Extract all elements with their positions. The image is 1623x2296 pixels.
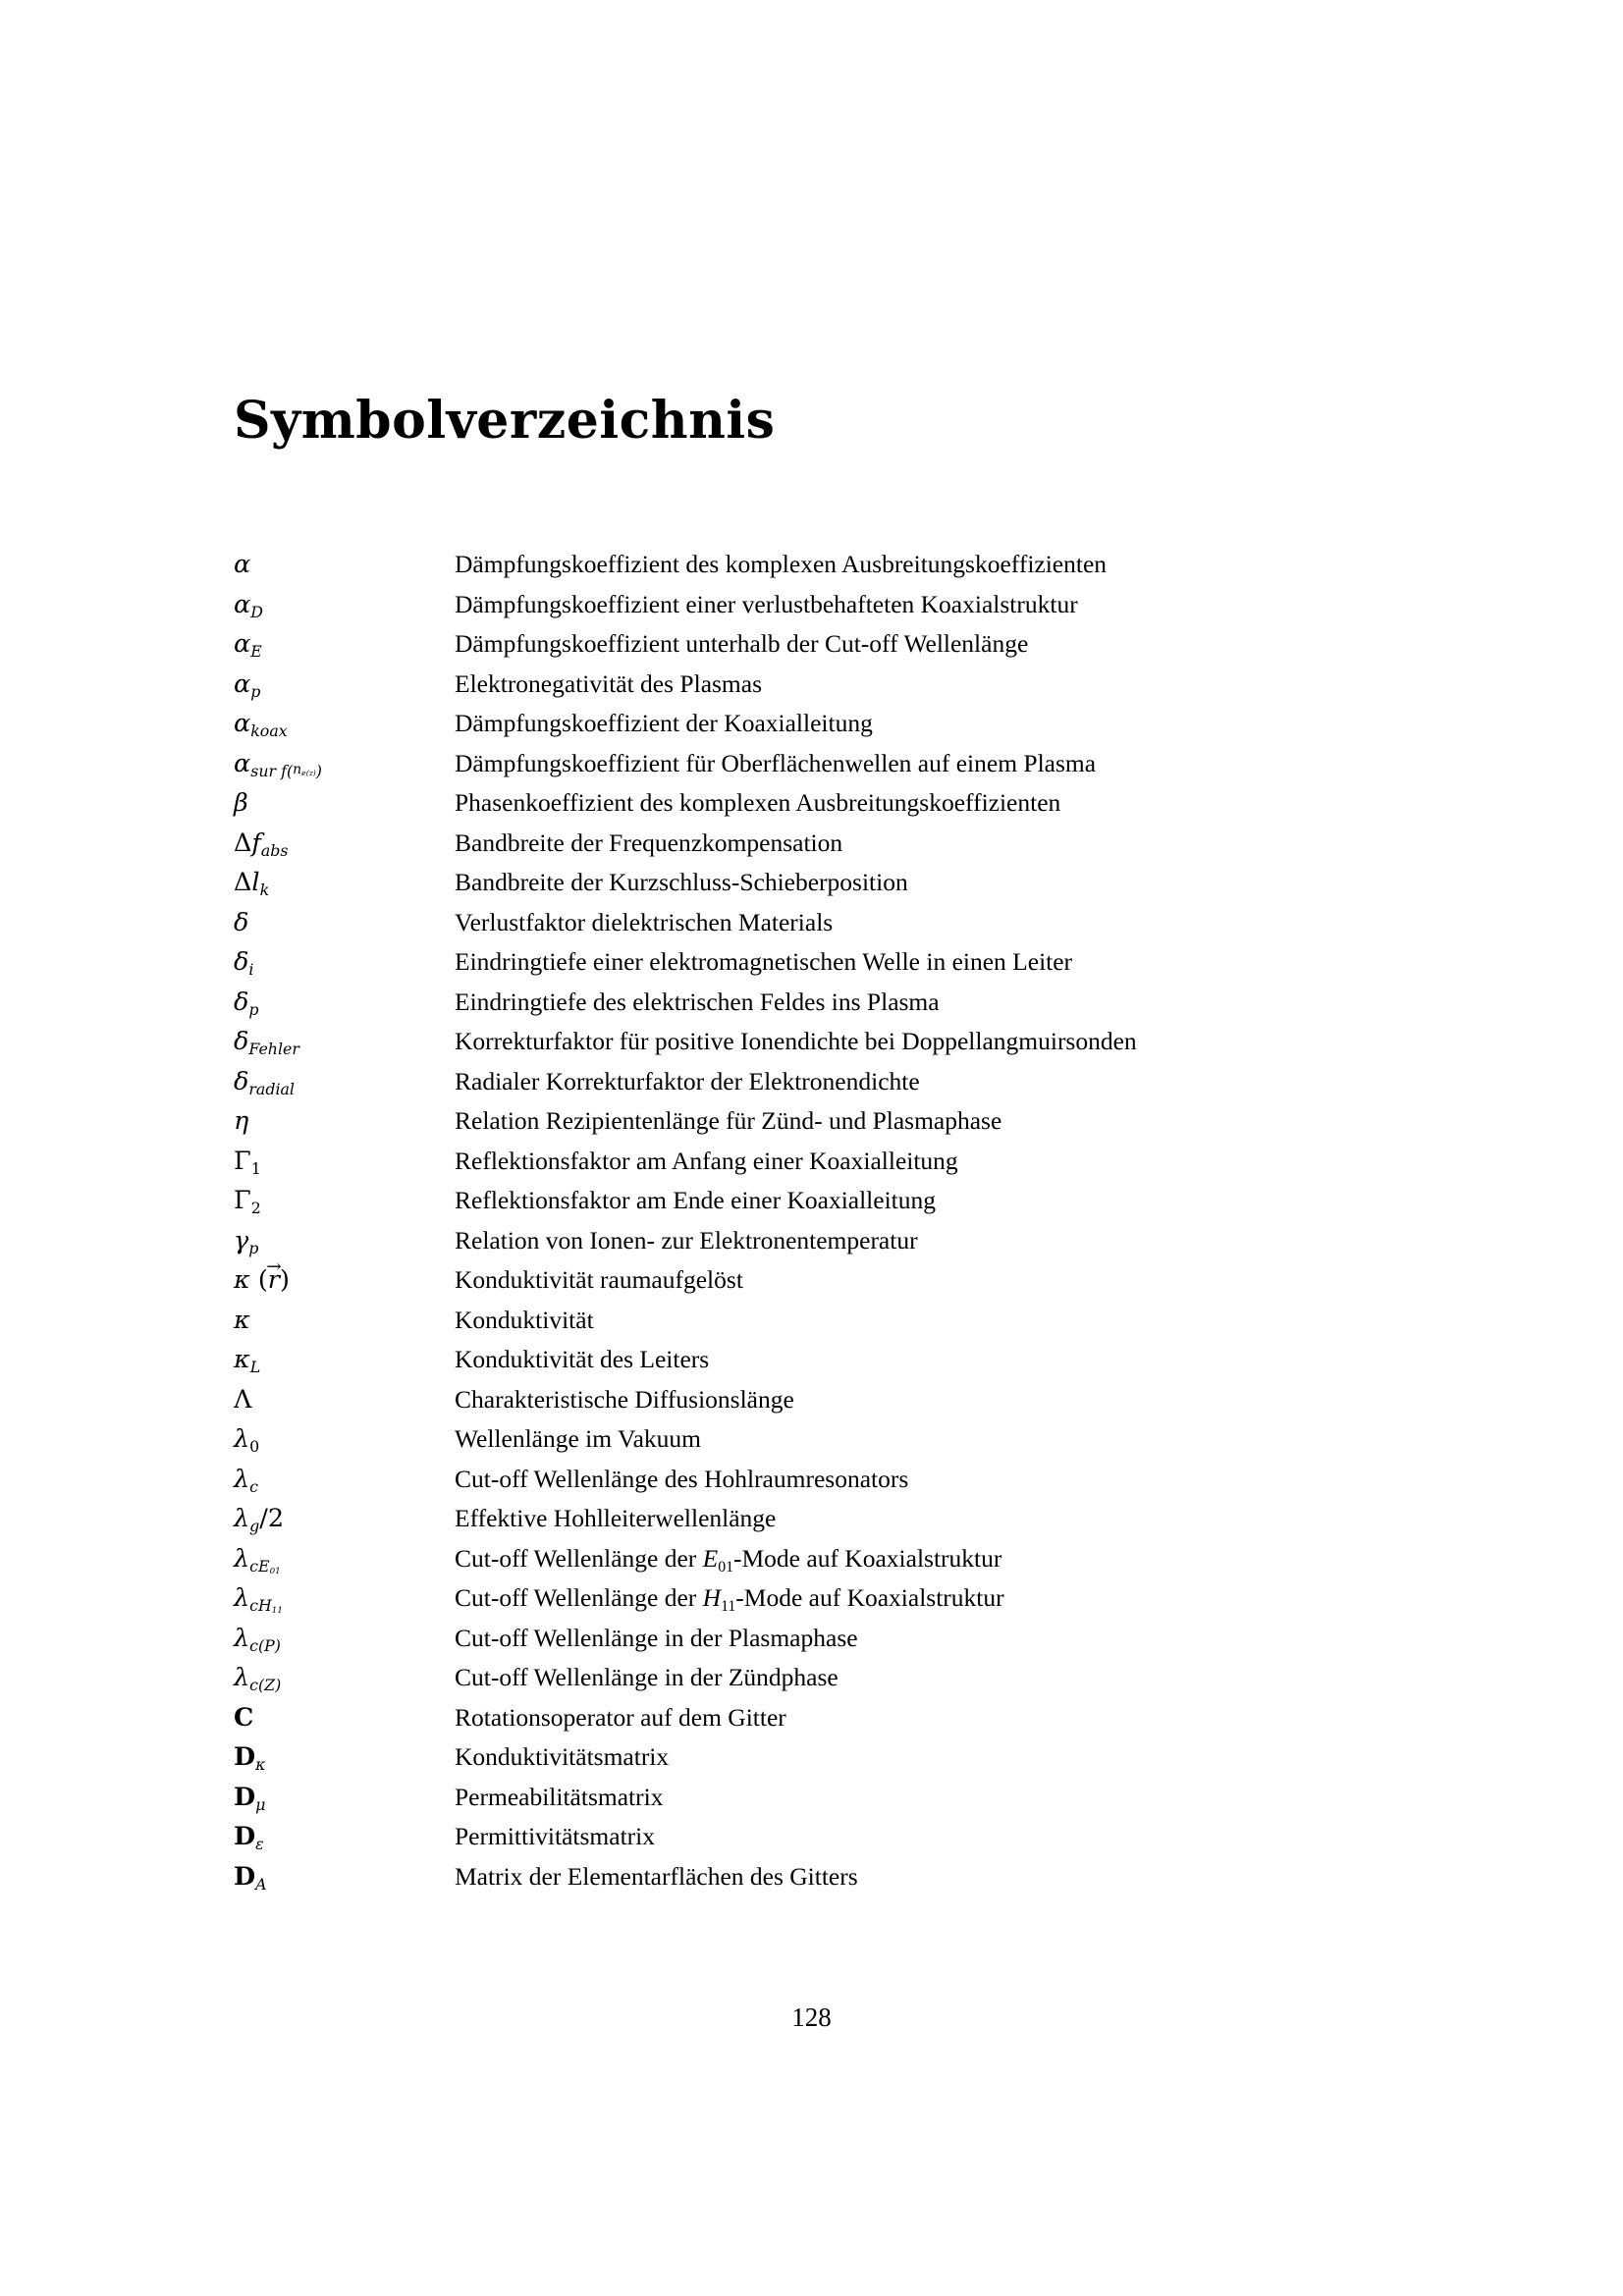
description-cell: Reflektionsfaktor am Ende einer Koaxialleitung bbox=[455, 1186, 937, 1215]
symbol-cell: $\lambda_{cE01}$ bbox=[234, 1543, 281, 1576]
table-row bbox=[234, 1619, 1451, 1659]
symbol-cell: $\alpha_{sur f(ne(z))}$ bbox=[234, 748, 322, 780]
table-row bbox=[234, 1380, 1451, 1420]
table-row bbox=[234, 1578, 1451, 1619]
symbol-cell: $\delta_{radial}$ bbox=[234, 1066, 295, 1098]
symbol-cell: $\gamma_p$ bbox=[234, 1225, 259, 1257]
symbol-cell: $\Delta l_k$ bbox=[234, 868, 270, 900]
table-row bbox=[234, 665, 1451, 705]
description-cell: Charakteristische Diffusionslänge bbox=[455, 1384, 794, 1414]
table-row bbox=[234, 1101, 1451, 1142]
table-row bbox=[234, 1260, 1451, 1301]
description-cell: Elektronegativität des Plasmas bbox=[455, 668, 763, 698]
page-number: 128 bbox=[791, 2002, 832, 2032]
description-cell: Cut-off Wellenlänge des Hohlraumresonators bbox=[455, 1464, 909, 1493]
table-row bbox=[234, 1658, 1451, 1698]
description-cell: Korrekturfaktor für positive Ionendichte bei Doppellangmuirsonden bbox=[455, 1027, 1137, 1056]
table-row bbox=[234, 1340, 1451, 1380]
symbol-cell: $\Delta f_{abs}$ bbox=[234, 828, 289, 860]
table-row bbox=[234, 1778, 1451, 1818]
description-cell: Eindringtiefe des elektrischen Feldes ins Plasma bbox=[455, 987, 940, 1016]
symbol-cell: $D_A$ bbox=[234, 1861, 267, 1894]
symbol-cell: η bbox=[234, 1106, 249, 1137]
description-cell: Cut-off Wellenlänge der $E_{01}$-Mode auf Koaxialstruktur bbox=[455, 1543, 1002, 1575]
symbol-cell: Λ bbox=[234, 1384, 252, 1415]
description-cell: Rotationsoperator auf dem Gitter bbox=[455, 1702, 786, 1732]
description-cell: Relation von Ionen- zur Elektronentemperatur bbox=[455, 1225, 918, 1255]
table-row bbox=[234, 942, 1451, 983]
symbol-cell: C bbox=[234, 1702, 254, 1733]
table-row bbox=[234, 1221, 1451, 1261]
description-cell: Dämpfungskoeffizient für Oberflächenwellen auf einem Plasma bbox=[455, 748, 1097, 777]
table-row bbox=[234, 1857, 1451, 1897]
description-cell: Dämpfungskoeffizient der Koaxialleitung bbox=[455, 709, 873, 738]
symbol-cell: $\Gamma_1$ bbox=[234, 1146, 261, 1178]
symbol-cell: $\lambda_0$ bbox=[234, 1424, 260, 1457]
page-content bbox=[234, 393, 1451, 1896]
symbol-cell: κ (r →) bbox=[234, 1260, 455, 1301]
table-row bbox=[234, 783, 1451, 824]
description-cell: Eindringtiefe einer elektromagnetischen Welle in einen Leiter bbox=[455, 947, 1073, 977]
description-cell: Permeabilitätsmatrix bbox=[455, 1782, 664, 1811]
table-row bbox=[234, 704, 1451, 744]
description-cell: Konduktivität raumaufgelöst bbox=[455, 1265, 743, 1295]
symbol-cell: $D_\kappa$ bbox=[234, 1742, 266, 1775]
symbol-cell: $\lambda_{c(P)}$ bbox=[234, 1623, 281, 1655]
symbol-cell: $D_\mu$ bbox=[234, 1782, 266, 1814]
description-cell: Radialer Korrekturfaktor der Elektronendichte bbox=[455, 1066, 920, 1095]
symbol-cell: δ bbox=[234, 907, 249, 937]
symbol-cell: $\delta_p$ bbox=[234, 987, 259, 1019]
table-row bbox=[234, 1062, 1451, 1102]
table-row bbox=[234, 1301, 1451, 1341]
description-cell: Dämpfungskoeffizient einer verlustbehafteten Koaxialstruktur bbox=[455, 589, 1078, 618]
symbol-cell: $\delta_{Fehler}$ bbox=[234, 1027, 299, 1059]
table-row bbox=[234, 1698, 1451, 1738]
table-row bbox=[234, 1539, 1451, 1579]
table-row bbox=[234, 1181, 1451, 1221]
page-title: Symbolverzeichnis bbox=[234, 391, 776, 451]
description-cell: Konduktivitätsmatrix bbox=[455, 1742, 670, 1772]
table-row bbox=[234, 1460, 1451, 1500]
table-row bbox=[234, 1022, 1451, 1062]
table-row bbox=[234, 1499, 1451, 1539]
symbol-cell: $D_\varepsilon$ bbox=[234, 1822, 264, 1854]
table-row bbox=[234, 744, 1451, 784]
description-cell: Relation Rezipientenlänge für Zünd- und Plasmaphase bbox=[455, 1106, 1002, 1136]
table-row bbox=[234, 545, 1451, 585]
description-cell: Wellenlänge im Vakuum bbox=[455, 1424, 702, 1454]
table-row bbox=[234, 1142, 1451, 1182]
description-cell: Bandbreite der Kurzschluss-Schieberposition bbox=[455, 868, 908, 897]
description-cell: Phasenkoeffizient des komplexen Ausbreitungskoeffizienten bbox=[455, 788, 1061, 818]
table-row bbox=[234, 983, 1451, 1023]
symbol-cell: $\lambda_{c(Z)}$ bbox=[234, 1663, 282, 1695]
symbol-cell: α bbox=[234, 550, 251, 580]
symbol-cell: $\kappa_L$ bbox=[234, 1345, 261, 1377]
description-cell: Reflektionsfaktor am Anfang einer Koaxialleitung bbox=[455, 1146, 958, 1175]
description-cell: Effektive Hohlleiterwellenlänge bbox=[455, 1504, 777, 1533]
description-cell: Konduktivität bbox=[455, 1305, 594, 1334]
table-row bbox=[234, 585, 1451, 625]
description-cell: Dämpfungskoeffizient unterhalb der Cut-off Wellenlänge bbox=[455, 629, 1029, 659]
description-cell: Bandbreite der Frequenzkompensation bbox=[455, 828, 843, 857]
symbol-cell: $\delta_i$ bbox=[234, 947, 254, 980]
description-cell: Cut-off Wellenlänge in der Zündphase bbox=[455, 1663, 839, 1692]
description-cell: Cut-off Wellenlänge in der Plasmaphase bbox=[455, 1623, 858, 1652]
symbol-cell: $\Gamma_2$ bbox=[234, 1186, 261, 1218]
symbol-cell: $\alpha_D$ bbox=[234, 589, 263, 621]
table-row bbox=[234, 824, 1451, 864]
table-row bbox=[234, 1419, 1451, 1460]
symbol-cell: $\lambda_c$ bbox=[234, 1464, 259, 1496]
description-cell: Permittivitätsmatrix bbox=[455, 1822, 655, 1851]
table-row bbox=[234, 1817, 1451, 1857]
description-cell: Dämpfungskoeffizient des komplexen Ausbreitungskoeffizienten bbox=[455, 550, 1108, 579]
table-row bbox=[234, 903, 1451, 943]
description-cell: Cut-off Wellenlänge der $H_{11}$-Mode auf Koaxialstruktur bbox=[455, 1583, 1004, 1616]
symbol-list-table bbox=[234, 545, 1451, 1896]
symbol-cell: β bbox=[234, 788, 248, 819]
symbol-cell: $\alpha_E$ bbox=[234, 629, 262, 662]
table-row bbox=[234, 863, 1451, 903]
symbol-cell: $\alpha_p$ bbox=[234, 668, 261, 701]
symbol-cell: $\lambda_g/2$ bbox=[234, 1504, 285, 1536]
table-row bbox=[234, 1737, 1451, 1778]
description-cell: Verlustfaktor dielektrischen Materials bbox=[455, 907, 834, 936]
table-row bbox=[234, 624, 1451, 665]
symbol-cell: $\lambda_{cH11}$ bbox=[234, 1583, 283, 1617]
description-cell: Konduktivität des Leiters bbox=[455, 1345, 710, 1374]
symbol-cell: $\alpha_{koax}$ bbox=[234, 709, 288, 741]
symbol-cell: κ bbox=[234, 1305, 250, 1335]
description-cell: Matrix der Elementarflächen des Gitters bbox=[455, 1861, 858, 1891]
